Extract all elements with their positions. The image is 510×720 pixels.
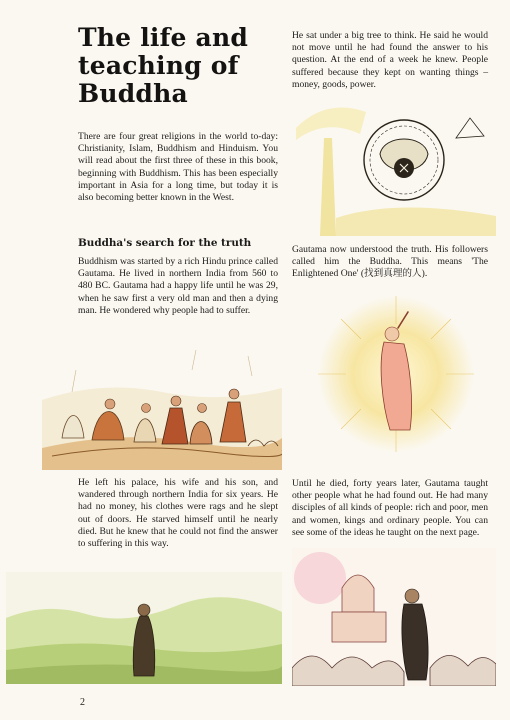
teaching-disciples-illustration <box>292 548 496 686</box>
tree-and-wheel-illustration <box>296 98 496 236</box>
enlightened-buddha-illustration <box>306 294 486 454</box>
tree-paragraph: He sat under a big tree to think. He said he would not move until he had found the answer to his question. At the end of a week he knew. People suffered because they kept on wanting things – money, goods, power. <box>292 30 488 90</box>
page-number: 2 <box>80 697 85 708</box>
prince-paragraph: Buddhism was started by a rich Hindu prince called Gautama. He lived in northern India from 560 to 480 BC. Gautama had a happy life until he was 29, when he saw first a very old man and then a dying man. He wondered why people had to suffer. <box>78 256 278 316</box>
page-title: The life and teaching of Buddha <box>78 23 249 108</box>
left-palace-paragraph: He left his palace, his wife and his son, and wandered through northern India for six years. He had no money, his clothes were rags and he slept out of doors. He starved himself until he nearly died. But he knew that he could not find the answer to suffering in this way. <box>78 477 278 550</box>
left-column <box>78 24 278 108</box>
taught-paragraph: Until he died, forty years later, Gautama taught other people what he had found out. He had many disciples of all kinds of people: rich and poor, men and women, kings and ordinary people. You can see some of the ideas he taught on the next page. <box>292 478 488 538</box>
intro-paragraph: There are four great religions in the world to-day: Christianity, Islam, Buddhism and Hinduism. You will read about the first three of these in this book, beginning with Buddhism. This has been especially important in Asia for a long time, but today it is also becoming better known in the West. <box>78 131 278 204</box>
enlightened-paragraph: Gautama now understood the truth. His followers called him the Buddha. This means 'The Enlightened One' (找到真理的人). <box>292 244 488 280</box>
sufferers-illustration <box>42 330 282 470</box>
wandering-monk-illustration <box>6 572 282 684</box>
section-heading: Buddha's search for the truth <box>78 237 252 249</box>
